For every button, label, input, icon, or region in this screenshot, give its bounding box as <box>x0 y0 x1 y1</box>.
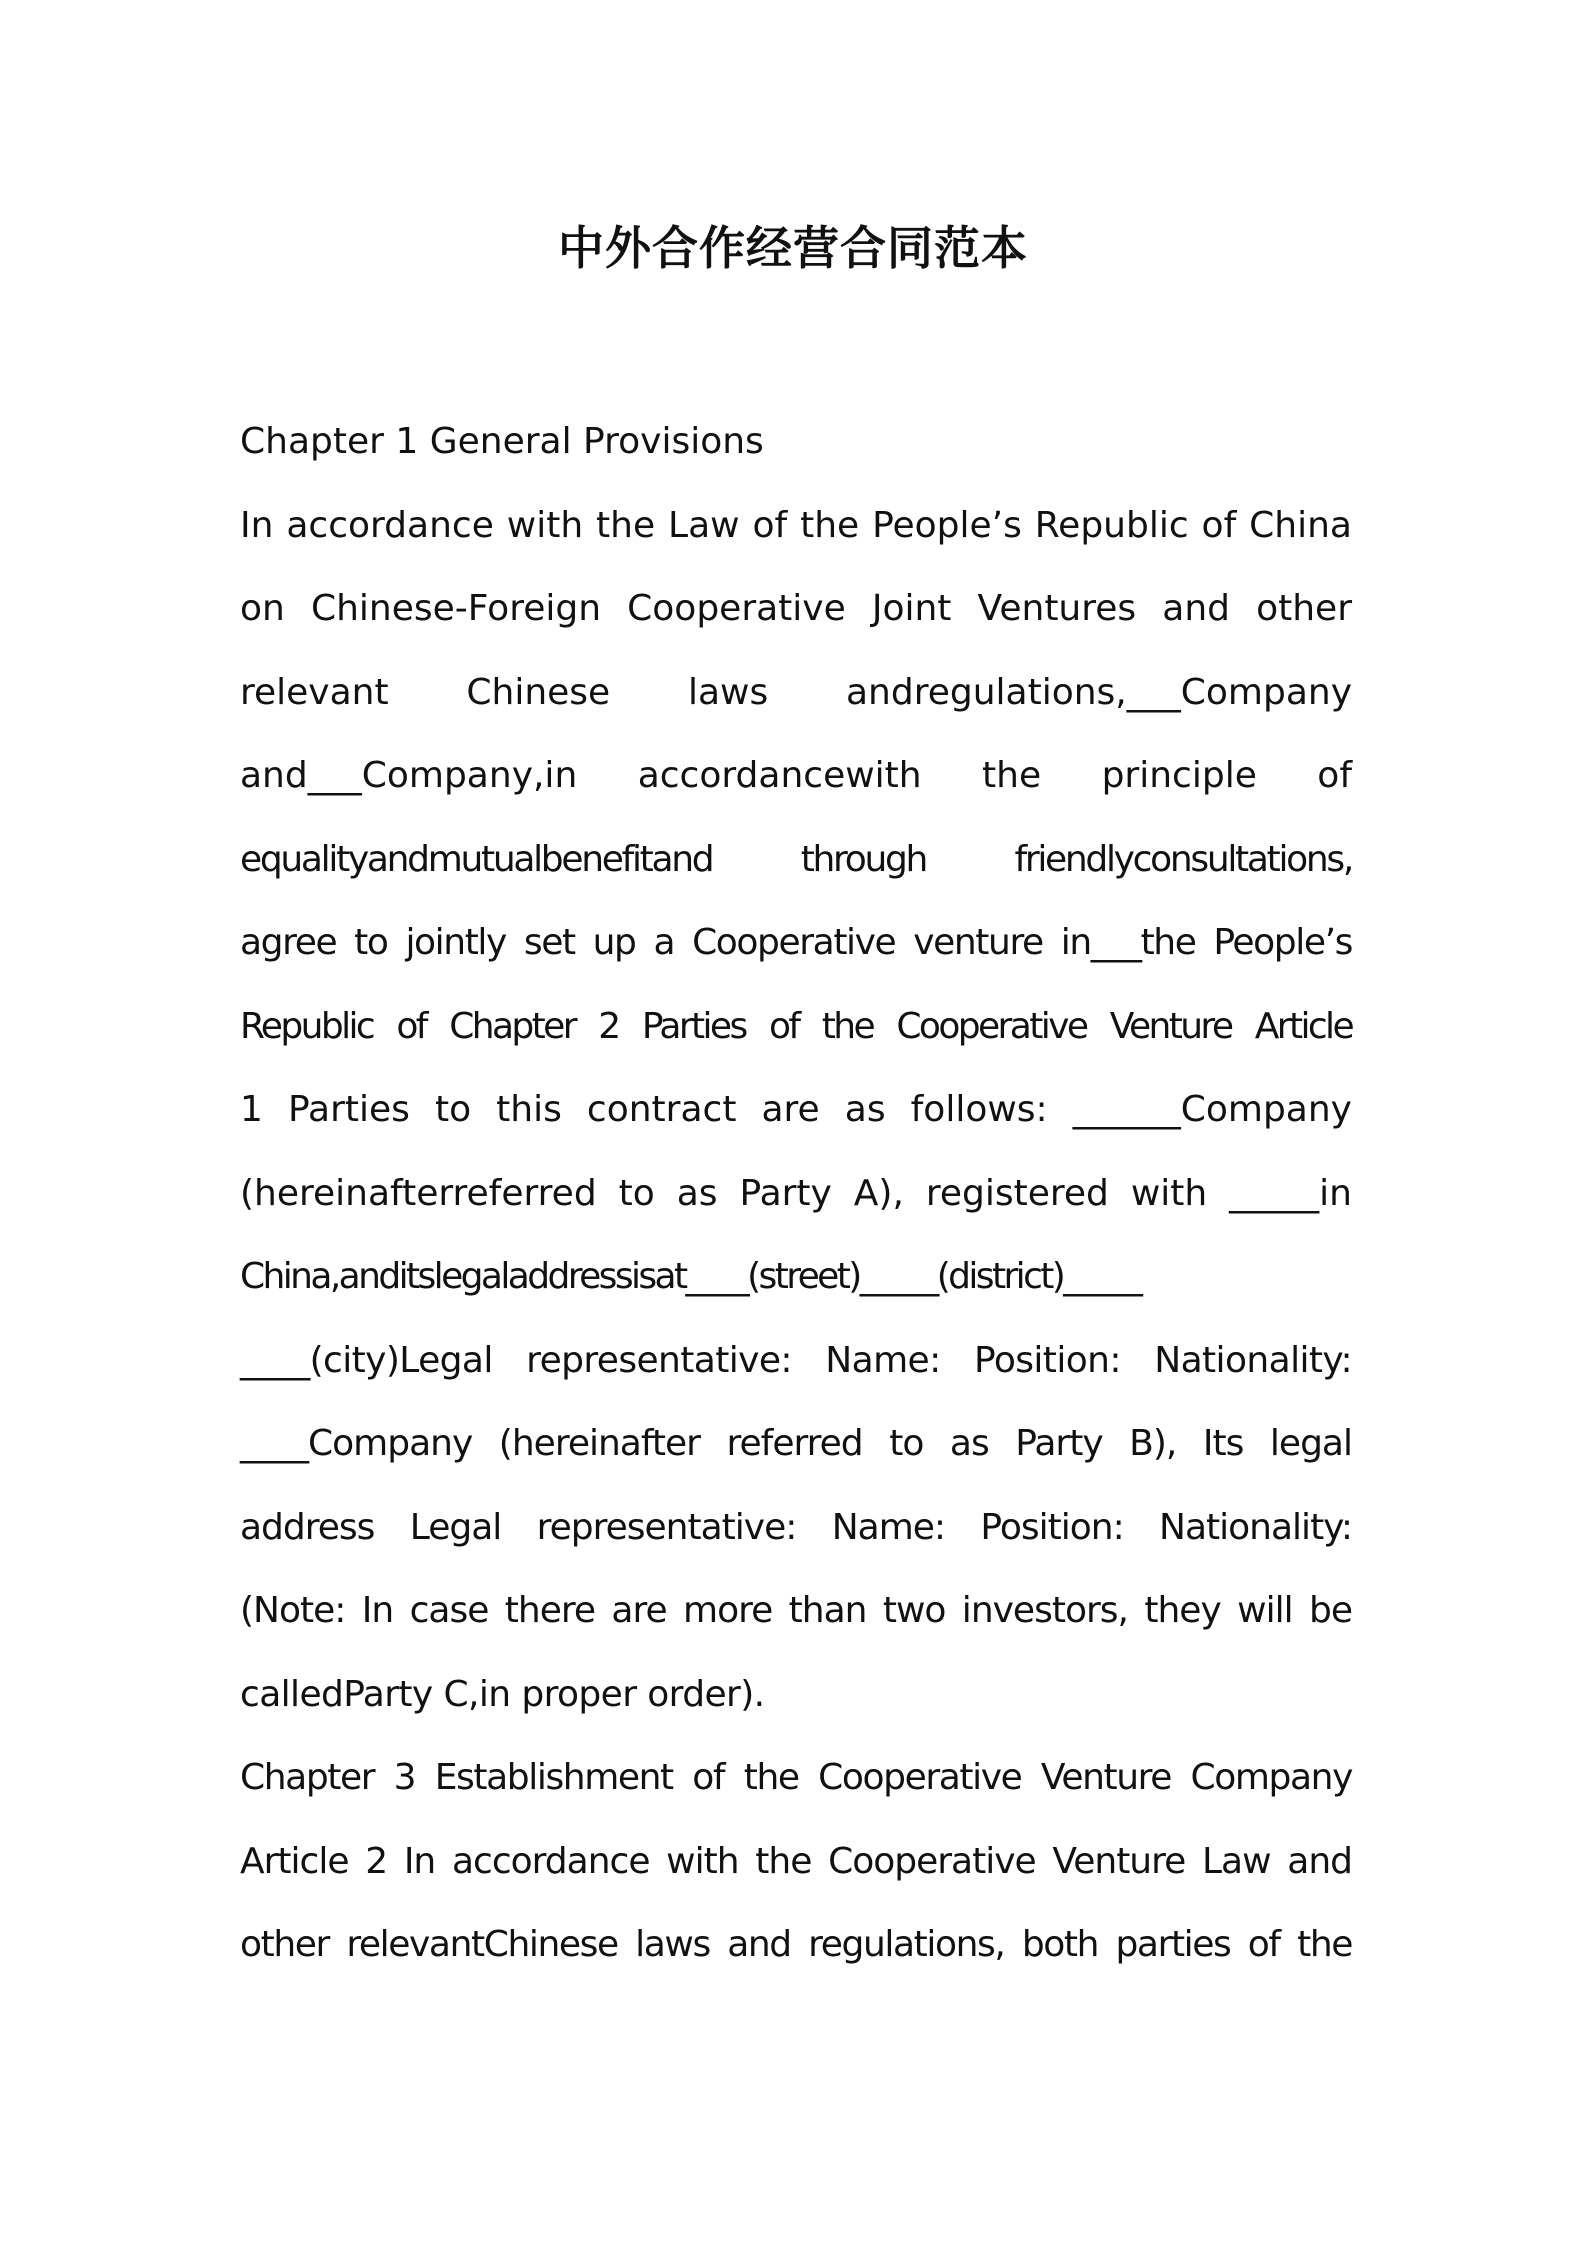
text-line: equalityandmutualbenefitand through friendlyconsultations, <box>240 838 1352 880</box>
text-line: on Chinese-Foreign Cooperative Joint Ventures and other <box>240 588 1352 629</box>
chapter-3-heading: Chapter 3 Establishment of the Cooperative Venture Company <box>240 1757 1352 1798</box>
text-line: ____Company (hereinafter referred to as Party B), Its legal <box>240 1423 1352 1464</box>
text-line: agree to jointly set up a Cooperative venture in___the People’s <box>240 922 1352 963</box>
document-body <box>240 400 1352 1987</box>
chapter-1-heading: Chapter 1 General Provisions <box>240 421 764 462</box>
text-line: and___Company,in accordancewith the principle of <box>240 755 1352 796</box>
text-line: relevant Chinese laws andregulations,___Company <box>240 671 1352 713</box>
document-title: 中外合作经营合同范本 <box>558 221 1028 275</box>
text-line: Republic of Chapter 2 Parties of the Cooperative Venture Article <box>240 1005 1352 1047</box>
text-line: ____(city)Legal representative: Name: Position: Nationality: <box>240 1339 1352 1381</box>
text-line: In accordance with the Law of the People’s Republic of China <box>240 504 1352 546</box>
text-line: 1 Parties to this contract are as follows: ______Company <box>240 1089 1352 1130</box>
text-line: address Legal representative: Name: Position: Nationality: <box>240 1506 1352 1548</box>
text-line: (hereinafterreferred to as Party A), registered with _____in <box>240 1172 1352 1214</box>
text-line: (Note: In case there are more than two investors, they will be <box>240 1590 1352 1631</box>
text-line: China,anditslegaladdressisat____(street)_____(district)_____ <box>240 1256 1141 1297</box>
text-line: calledParty C,in proper order). <box>240 1673 765 1715</box>
text-line: other relevantChinese laws and regulations, both parties of the <box>240 1924 1352 1965</box>
text-line: Article 2 In accordance with the Cooperative Venture Law and <box>240 1840 1352 1882</box>
